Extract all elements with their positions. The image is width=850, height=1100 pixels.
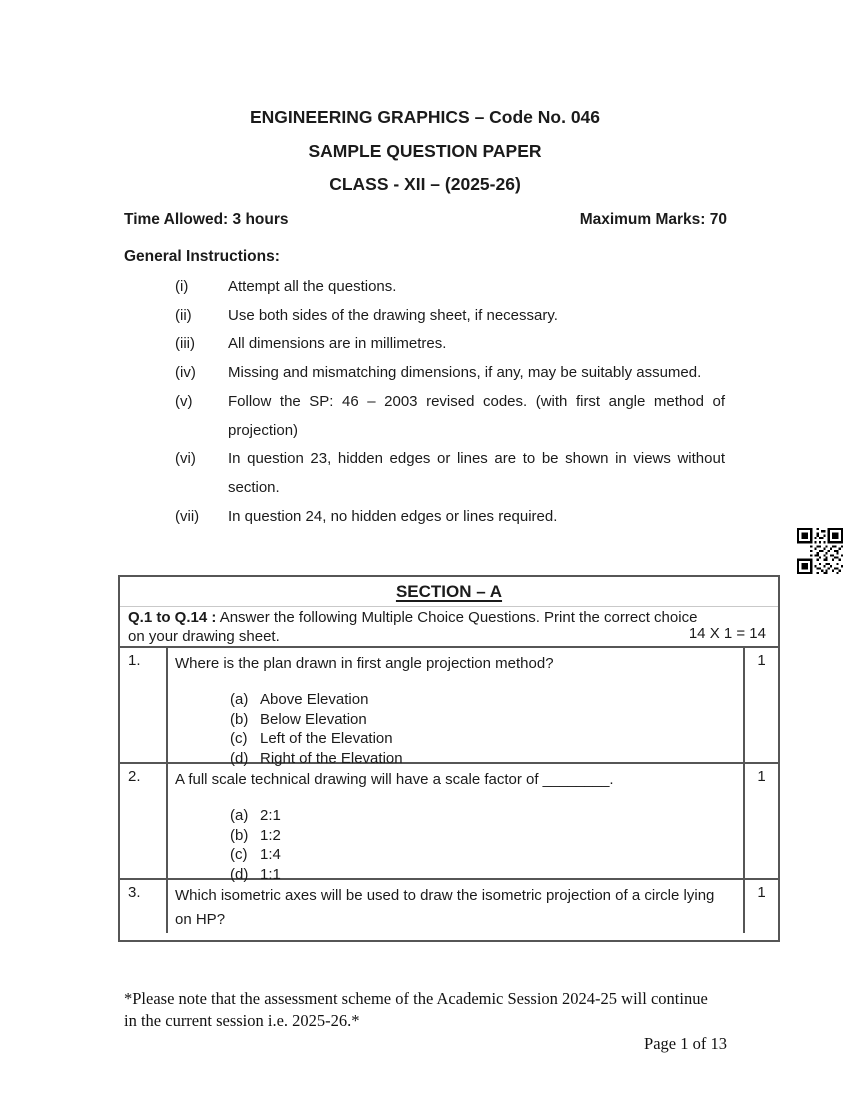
option-label: (a) <box>230 691 249 708</box>
question-marks: 1 <box>757 768 766 785</box>
question-number: 1. <box>120 648 168 768</box>
instruction-number: (v) <box>175 392 193 410</box>
option-a <box>230 806 735 826</box>
section-a-table <box>118 575 780 942</box>
mcq-instruction-text: Answer the following Multiple Choice Questions. Print the correct choice on your drawing sheet. <box>128 609 698 645</box>
instruction-item <box>175 445 725 502</box>
question-body <box>168 648 745 768</box>
instruction-item <box>175 359 725 388</box>
question-body <box>168 764 745 884</box>
question-text: Where is the plan drawn in first angle projection method? <box>175 655 554 672</box>
question-body <box>168 880 745 933</box>
document-header <box>0 101 850 202</box>
instruction-number: (iii) <box>175 335 195 353</box>
footer-note-line1: *Please note that the assessment scheme of the Academic Session 2024-25 will continue <box>124 989 708 1008</box>
option-b <box>230 710 735 730</box>
option-text: Right of the Elevation <box>260 749 403 767</box>
instruction-item <box>175 330 725 359</box>
option-c <box>230 729 735 749</box>
option-c <box>230 845 735 865</box>
time-allowed: Time Allowed: 3 hours <box>124 211 289 228</box>
question-text: Which isometric axes will be used to draw the isometric projection of a circle lying on HP? <box>175 887 715 928</box>
general-instructions-heading: General Instructions: <box>124 248 280 265</box>
option-label: (a) <box>230 807 249 824</box>
option-label: (d) <box>230 865 249 883</box>
option-text: Below Elevation <box>260 710 367 728</box>
question-row-2 <box>120 764 778 883</box>
general-instructions <box>124 248 725 531</box>
question-row-1 <box>120 648 778 767</box>
instruction-text: In question 23, hidden edges or lines are to be shown in views without section. <box>228 450 725 496</box>
section-a-instruction-row <box>120 607 778 648</box>
option-label: (b) <box>230 826 249 844</box>
option-label: (d) <box>230 749 249 767</box>
option-text: 2:1 <box>260 807 281 824</box>
question-options <box>230 806 735 884</box>
option-label: (c) <box>230 730 248 747</box>
option-label: (b) <box>230 710 249 728</box>
instruction-item <box>175 388 725 445</box>
paper-class-line: CLASS - XII – (2025-26) <box>329 174 521 194</box>
marks-formula: 14 X 1 = 14 <box>688 624 766 642</box>
instruction-text: In question 24, no hidden edges or lines required. <box>228 507 558 525</box>
page-number: Page 1 of 13 <box>644 1034 727 1053</box>
option-a <box>230 690 735 710</box>
question-marks: 1 <box>757 652 766 669</box>
question-number: 2. <box>120 764 168 884</box>
option-text: 1:1 <box>260 865 281 883</box>
qr-code-icon <box>797 527 843 575</box>
footer-note-line2: in the current session i.e. 2025-26.* <box>124 1011 360 1030</box>
section-a-header-row <box>120 577 778 607</box>
option-text: 1:2 <box>260 826 281 844</box>
exam-meta-row <box>124 211 727 229</box>
instruction-item <box>175 273 725 302</box>
instruction-text: Follow the SP: 46 – 2003 revised codes. (with first angle method of projection) <box>228 392 725 439</box>
section-a-title: SECTION – A <box>395 581 503 601</box>
question-row-3 <box>120 880 778 933</box>
instruction-item <box>175 302 725 331</box>
instruction-number: (vi) <box>175 450 196 468</box>
paper-title: ENGINEERING GRAPHICS – Code No. 046 <box>249 107 601 127</box>
option-label: (c) <box>230 846 248 863</box>
instruction-text: Attempt all the questions. <box>228 278 397 295</box>
paper-subtitle: SAMPLE QUESTION PAPER <box>308 140 542 161</box>
question-options <box>230 690 735 768</box>
instruction-number: (i) <box>175 278 189 295</box>
mcq-instruction-prefix: Q.1 to Q.14 : <box>128 609 217 626</box>
question-text: A full scale technical drawing will have a scale factor of ________. <box>175 771 614 788</box>
instruction-number: (ii) <box>175 306 192 324</box>
instruction-text: Missing and mismatching dimensions, if any, may be suitably assumed. <box>228 364 702 382</box>
instruction-text: All dimensions are in millimetres. <box>228 335 447 353</box>
question-marks: 1 <box>757 884 766 901</box>
instruction-number: (vii) <box>175 507 200 525</box>
option-b <box>230 826 735 846</box>
document-footer <box>124 988 727 1055</box>
option-text: Left of the Elevation <box>260 730 393 747</box>
instruction-text: Use both sides of the drawing sheet, if necessary. <box>228 306 558 324</box>
question-number: 3. <box>120 880 168 933</box>
option-text: 1:4 <box>260 846 281 863</box>
instruction-number: (iv) <box>175 364 196 382</box>
option-text: Above Elevation <box>260 691 369 708</box>
instruction-item <box>175 503 725 532</box>
maximum-marks: Maximum Marks: 70 <box>579 211 727 228</box>
